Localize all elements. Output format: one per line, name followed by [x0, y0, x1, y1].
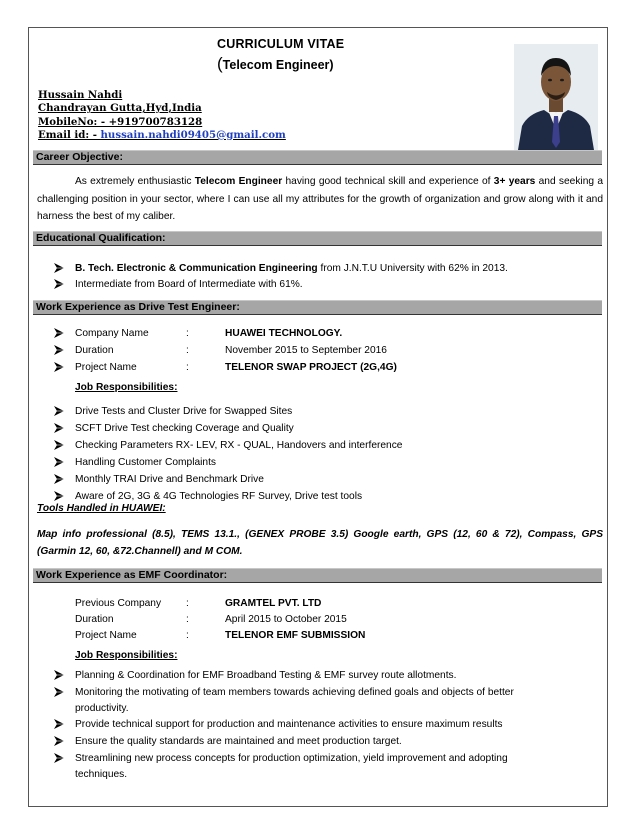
list-item-text: Monitoring the motivating of team members towards achieving defined goals and objects of better [75, 687, 514, 698]
detail-value: April 2015 to October 2015 [225, 614, 347, 625]
arrow-bullet-icon [54, 491, 64, 501]
detail-value: TELENOR SWAP PROJECT (2G,4G) [225, 362, 397, 373]
detail-row-duration [75, 611, 595, 628]
list-item-text: Drive Tests and Cluster Drive for Swapped Sites [75, 406, 293, 417]
list-item [54, 667, 599, 684]
email-label: Email id: - [38, 129, 101, 141]
job-responsibilities-heading: Job Responsibilities: [75, 650, 178, 661]
list-item-text: Streamlining new process concepts for production optimization, yield improvement and adopting [75, 753, 508, 764]
arrow-bullet-icon [54, 328, 64, 338]
tools-heading: Tools Handled in HUAWEI: [37, 503, 166, 514]
detail-label: Project Name [75, 362, 137, 373]
detail-colon: : [186, 614, 189, 625]
emf-responsibilities [54, 667, 599, 782]
career-text-mid: having good technical skill and experience of [282, 176, 494, 187]
detail-colon: : [186, 345, 189, 356]
contact-email-line [38, 129, 286, 142]
arrow-bullet-icon [54, 362, 64, 372]
document-title: CURRICULUM VITAE [217, 37, 345, 51]
list-item-continuation [54, 700, 599, 716]
arrow-bullet-icon [54, 457, 64, 467]
job-responsibilities-heading: Job Responsibilities: [75, 382, 178, 393]
arrow-bullet-icon [54, 406, 64, 416]
detail-row-duration [54, 342, 594, 359]
degree-title: B. Tech. Electronic & Communication Engineering [75, 263, 318, 274]
section-bar-education: Educational Qualification: [33, 231, 602, 246]
arrow-bullet-icon [54, 263, 64, 273]
list-item-text: Handling Customer Complaints [75, 457, 216, 468]
contact-address: Chandrayan Gutta,Hyd,India [38, 102, 202, 114]
detail-label: Duration [75, 345, 114, 356]
list-item [54, 733, 599, 750]
detail-row-project [54, 359, 594, 376]
section-bar-career-objective: Career Objective: [33, 150, 602, 165]
detail-value: GRAMTEL PVT. LTD [225, 598, 322, 609]
career-text-pre: As extremely enthusiastic [75, 176, 195, 187]
list-item-text: Checking Parameters RX- LEV, RX - QUAL, Handovers and interference [75, 440, 403, 451]
degree-details: from J.N.T.U University with 62% in 2013. [317, 263, 508, 274]
list-item-text: Planning & Coordination for EMF Broadband Testing & EMF survey route allotments. [75, 670, 457, 681]
detail-colon: : [186, 598, 189, 609]
detail-value: HUAWEI TECHNOLOGY. [225, 328, 343, 339]
detail-colon: : [186, 328, 189, 339]
detail-row-project [75, 627, 595, 644]
list-item [54, 403, 599, 420]
list-item [54, 420, 599, 437]
arrow-bullet-icon [54, 736, 64, 746]
arrow-bullet-icon [54, 423, 64, 433]
document-subtitle [217, 54, 334, 74]
subtitle-text: Telecom Engineer) [222, 58, 334, 72]
list-item-text: Aware of 2G, 3G & 4G Technologies RF Survey, Drive test tools [75, 491, 363, 502]
arrow-bullet-icon [54, 440, 64, 450]
arrow-bullet-icon [54, 345, 64, 355]
list-item [54, 471, 599, 488]
detail-row-company [54, 325, 594, 342]
arrow-bullet-icon [54, 687, 64, 697]
list-item-text: Ensure the quality standards are maintained and meet production target. [75, 736, 402, 747]
list-item-text: productivity. [75, 703, 129, 714]
subtitle-paren: ( [217, 54, 223, 73]
career-text-years: 3+ years [493, 176, 536, 187]
section-bar-emf: Work Experience as EMF Coordinator: [33, 568, 602, 583]
list-item [54, 684, 599, 700]
career-text-post: and seeking a challenging position in your sector, where I can use all my attributes for the growth of organization and grow along with it and harness the best of my caliber. [37, 176, 603, 222]
list-item-text: Provide technical support for production and maintenance activities to ensure maximum results [75, 719, 503, 730]
career-text-role: Telecom Engineer [194, 176, 283, 187]
detail-label: Project Name [75, 630, 137, 641]
detail-colon: : [186, 362, 189, 373]
detail-row-company [75, 595, 595, 612]
detail-label: Duration [75, 614, 114, 625]
intermediate-details: Intermediate from Board of Intermediate with 61%. [75, 279, 303, 290]
contact-name: Hussain Nahdi [38, 89, 123, 101]
detail-colon: : [186, 630, 189, 641]
drive-test-responsibilities [54, 403, 599, 505]
arrow-bullet-icon [54, 670, 64, 680]
contact-mobile: MobileNo: - +919700783128 [38, 116, 203, 128]
section-bar-drive-test: Work Experience as Drive Test Engineer: [33, 300, 602, 315]
arrow-bullet-icon [54, 474, 64, 484]
detail-label: Company Name [75, 328, 149, 339]
list-item-text: SCFT Drive Test checking Coverage and Quality [75, 423, 294, 434]
profile-photo [514, 44, 598, 150]
detail-value: TELENOR EMF SUBMISSION [225, 630, 366, 641]
detail-value: November 2015 to September 2016 [225, 345, 387, 356]
career-objective-text [37, 173, 603, 226]
arrow-bullet-icon [54, 753, 64, 763]
list-item-continuation [54, 766, 599, 782]
email-link[interactable]: hussain.nahdi09405@gmail.com [100, 129, 286, 141]
list-item [54, 454, 599, 471]
list-item [54, 437, 599, 454]
arrow-bullet-icon [54, 279, 64, 289]
list-item-text: techniques. [75, 769, 128, 780]
list-item [54, 750, 599, 766]
list-item [54, 716, 599, 733]
arrow-bullet-icon [54, 719, 64, 729]
tools-text: Map info professional (8.5), TEMS 13.1., (GENEX PROBE 3.5) Google earth, GPS (12, 60 & 72), Compass, GPS (Garmin 12, 60, &72.Channell) and M COM. [37, 529, 603, 557]
list-item-text: Monthly TRAI Drive and Benchmark Drive [75, 474, 264, 485]
detail-label: Previous Company [75, 598, 162, 609]
